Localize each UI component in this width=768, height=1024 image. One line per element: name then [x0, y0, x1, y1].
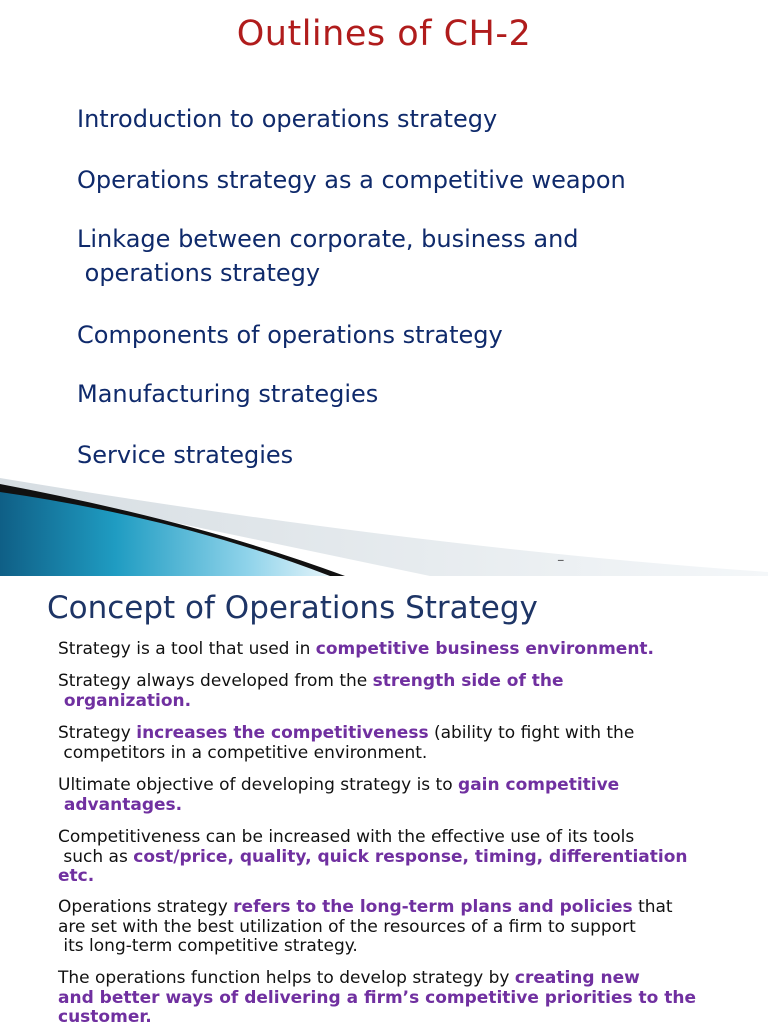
concept-paragraph — [58, 828, 758, 887]
highlight-text: refers to the long-term plans and policies — [233, 897, 633, 917]
paragraph-line — [58, 848, 758, 868]
concept-paragraph — [58, 640, 758, 660]
body-text: competitors in a competitive environment. — [58, 742, 428, 763]
outline-item — [77, 377, 378, 411]
highlight-text: competitive business environment. — [315, 639, 655, 659]
body-text: its long-term competitive strategy. — [58, 936, 358, 956]
body-text: Strategy — [58, 723, 137, 743]
outline-item-line: Introduction to operations strategy — [77, 105, 498, 133]
outline-item — [77, 318, 503, 352]
highlight-text: customer. — [58, 1007, 152, 1024]
highlight-text: organization. — [58, 690, 192, 711]
outline-item — [77, 163, 626, 197]
body-text: Strategy always developed from the — [58, 671, 373, 691]
highlight-text: increases the competitiveness — [136, 723, 429, 743]
outline-item-line: Manufacturing strategies — [77, 380, 379, 408]
concept-paragraph — [58, 969, 758, 1024]
concept-paragraph — [58, 898, 758, 957]
paragraph-line — [58, 692, 758, 712]
body-text: are set with the best utilization of the resources of a firm to support — [58, 916, 636, 937]
concept-paragraph — [58, 672, 758, 711]
highlight-text: etc. — [58, 866, 95, 886]
decorative-swoosh — [0, 478, 768, 576]
body-text: that — [632, 897, 673, 917]
paragraph-line — [58, 989, 758, 1009]
body-text: Operations strategy — [58, 897, 234, 917]
highlight-text: gain competitive — [458, 775, 620, 795]
outline-item-line: operations strategy — [77, 259, 321, 287]
outline-item — [77, 222, 579, 290]
paragraph-line — [58, 776, 758, 796]
outline-item — [77, 102, 497, 136]
highlight-text: advantages. — [58, 794, 183, 815]
body-text: The operations function helps to develop strategy by — [58, 968, 515, 988]
outline-item-line: Linkage between corporate, business and — [77, 225, 579, 253]
paragraph-line — [58, 672, 758, 692]
outline-item — [77, 438, 293, 472]
paragraph-line — [58, 724, 758, 744]
outline-item-line: Operations strategy as a competitive weapon — [77, 166, 626, 194]
paragraph-line — [58, 828, 758, 848]
slide-title: Concept of Operations Strategy — [47, 590, 538, 626]
highlight-text: cost/price, quality, quick response, timing, differentiation — [133, 846, 688, 867]
body-text: such as — [58, 846, 134, 867]
highlight-text: creating new — [514, 968, 640, 988]
body-text: (ability to fight with the — [428, 723, 635, 743]
paragraph-line — [58, 1008, 758, 1024]
paragraph-line — [58, 640, 758, 660]
paragraph-line — [58, 744, 758, 764]
paragraph-line — [58, 898, 758, 918]
stray-dash: _ — [558, 548, 564, 561]
concept-paragraph — [58, 724, 758, 763]
paragraph-line — [58, 937, 758, 957]
slide-concept — [0, 576, 768, 1024]
concept-paragraph — [58, 776, 758, 815]
paragraph-line — [58, 796, 758, 816]
body-text: Strategy is a tool that used in — [58, 639, 316, 659]
highlight-text: and better ways of delivering a firm’s competitive priorities to the — [58, 987, 697, 1008]
outline-item-line: Components of operations strategy — [77, 321, 503, 349]
paragraph-line — [58, 969, 758, 989]
highlight-text: strength side of the — [372, 671, 564, 691]
body-text: Ultimate objective of developing strategy is to — [58, 775, 459, 795]
body-text: Competitiveness can be increased with the effective use of its tools — [58, 827, 635, 847]
paragraph-line — [58, 918, 758, 938]
paragraph-line — [58, 867, 758, 887]
outline-item-line: Service strategies — [77, 441, 294, 469]
slide-title: Outlines of CH-2 — [236, 14, 532, 54]
